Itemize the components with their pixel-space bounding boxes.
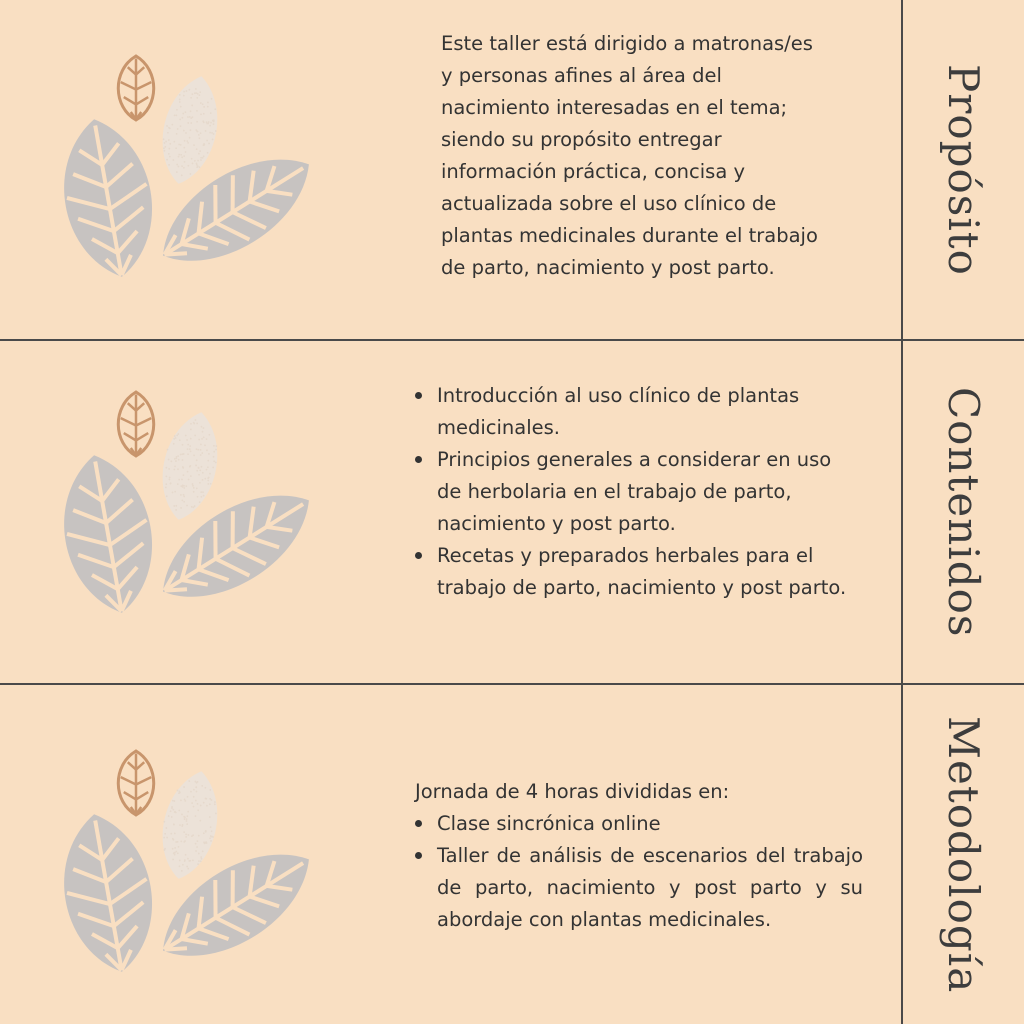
proposito-text: Este taller está dirigido a matronas/es y personas afines al área del nacimiento interesadas en el tema; siendo su propósito entregar información práctica, concisa y actualizada sobre el uso clínico de plantas medicinales durante el trabajo de parto, nacimiento y post parto. — [441, 32, 818, 279]
contenidos-list — [415, 380, 860, 604]
leaves-icon — [50, 50, 320, 290]
list-item: Principios generales a considerar en uso de herbolaria en el trabajo de parto, nacimiento y post parto. — [415, 444, 860, 540]
section-proposito — [0, 0, 901, 339]
label-metodologia: Metodología — [939, 715, 988, 994]
label-proposito-cell — [903, 0, 1024, 339]
leaves-graphic — [50, 386, 320, 626]
label-proposito: Propósito — [939, 63, 988, 276]
leaves-graphic — [50, 50, 320, 290]
metodologia-intro: Jornada de 4 horas divididas en: — [415, 780, 730, 803]
section-contenidos — [0, 341, 901, 683]
label-contenidos-cell — [903, 341, 1024, 683]
list-item: Introducción al uso clínico de plantas medicinales. — [415, 380, 860, 444]
list-item: Taller de análisis de escenarios del trabajo de parto, nacimiento y post parto y su abordaje con plantas medicinales. — [415, 840, 863, 936]
label-contenidos: Contenidos — [939, 386, 988, 638]
label-metodologia-cell — [903, 685, 1024, 1024]
metodologia-block — [415, 776, 863, 936]
leaves-icon — [50, 386, 320, 626]
leaves-graphic — [50, 745, 320, 985]
metodologia-list — [415, 808, 863, 936]
section-metodologia — [0, 685, 901, 1024]
list-item: Recetas y preparados herbales para el trabajo de parto, nacimiento y post parto. — [415, 540, 860, 604]
list-item: Clase sincrónica online — [415, 808, 863, 840]
leaves-icon — [50, 745, 320, 985]
